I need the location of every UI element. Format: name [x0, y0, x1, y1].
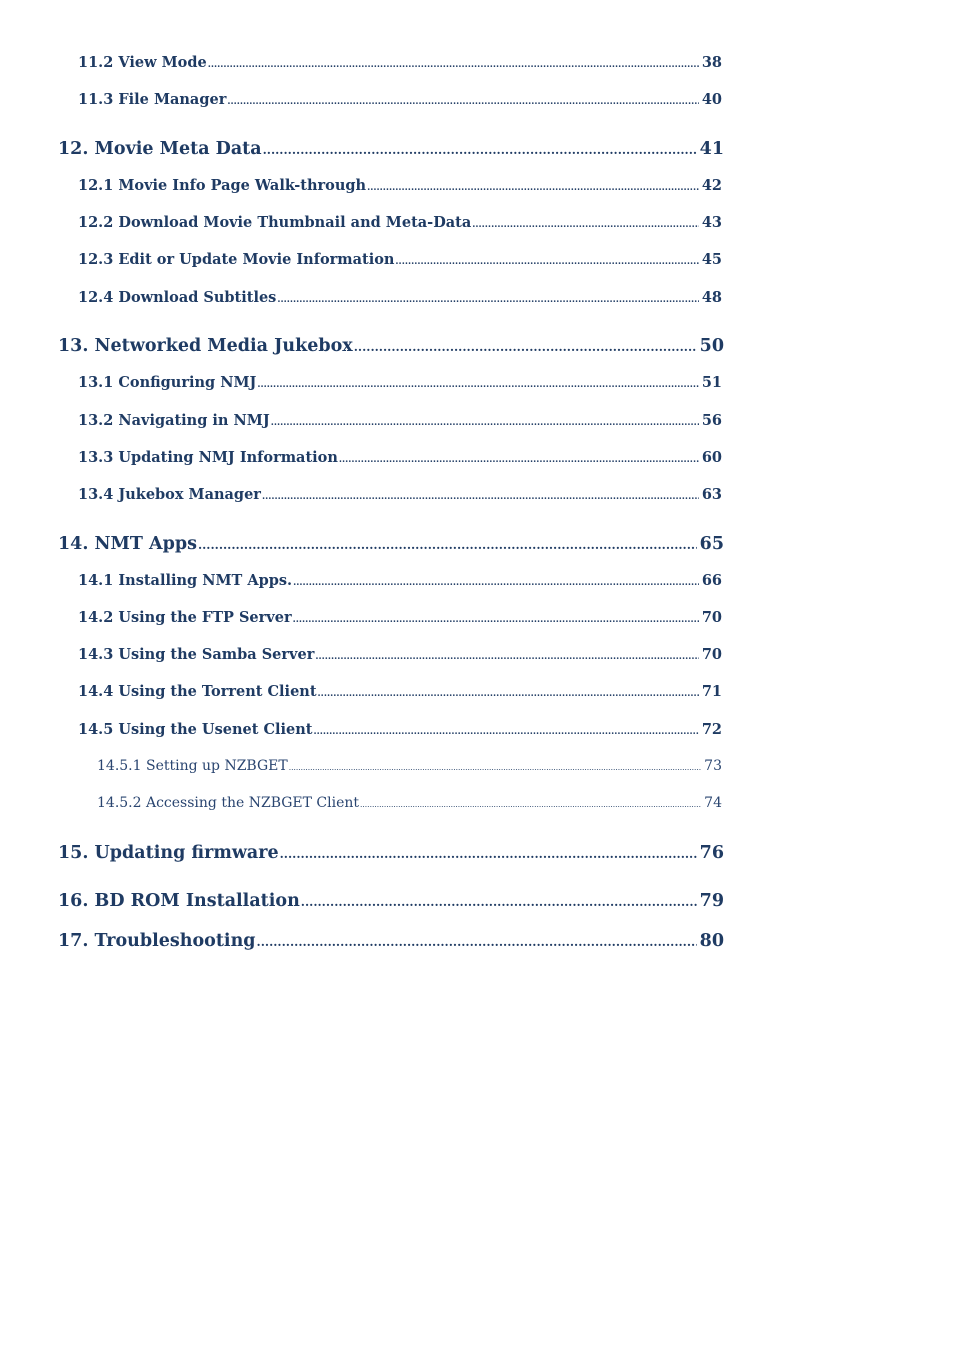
toc-page-number: 40	[701, 91, 722, 108]
toc-entry[interactable]	[58, 336, 724, 356]
toc-page-number: 42	[701, 177, 722, 194]
toc-entry-label: 12.1 Movie Info Page Walk-through	[78, 177, 367, 194]
toc-dot-leader	[257, 935, 697, 949]
toc-entry[interactable]	[78, 683, 722, 700]
toc-dot-leader	[208, 60, 699, 70]
toc-entry[interactable]	[78, 177, 722, 194]
toc-entry-label: 14.4 Using the Torrent Client	[78, 683, 317, 700]
toc-page-number: 38	[701, 54, 722, 71]
toc-entry[interactable]	[78, 449, 722, 466]
toc-page-number: 79	[699, 891, 724, 911]
toc-entry-label: 17. Troubleshooting	[58, 931, 256, 951]
toc-dot-leader	[257, 380, 698, 390]
toc-dot-leader	[318, 689, 699, 699]
toc-dot-leader	[227, 97, 698, 107]
toc-dot-leader	[293, 578, 699, 588]
toc-entry[interactable]	[58, 139, 724, 159]
toc-entry-label: 14.2 Using the FTP Server	[78, 609, 292, 626]
toc-entry-label: 14.3 Using the Samba Server	[78, 646, 315, 663]
toc-entry-label: 16. BD ROM Installation	[58, 891, 300, 911]
toc-dot-leader	[198, 538, 697, 552]
toc-page-number: 80	[699, 931, 724, 951]
toc-page-number: 65	[699, 534, 724, 554]
toc-dot-leader	[280, 847, 697, 861]
toc-entry[interactable]	[58, 843, 724, 863]
toc-page-number: 56	[701, 412, 722, 429]
toc-page-number: 50	[699, 336, 724, 356]
toc-dot-leader	[289, 763, 701, 772]
toc-entry-label: 12.2 Download Movie Thumbnail and Meta-Data	[78, 214, 472, 231]
toc-dot-leader	[339, 455, 699, 465]
toc-entry[interactable]	[78, 374, 722, 391]
toc-entry-label: 13.2 Navigating in NMJ	[78, 412, 270, 429]
toc-entry[interactable]	[78, 609, 722, 626]
toc-page-number: 51	[701, 374, 722, 391]
toc-entry[interactable]	[78, 54, 722, 71]
toc-entry-label: 11.3 File Manager	[78, 91, 227, 108]
toc-page-number: 41	[699, 139, 724, 159]
toc-entry[interactable]	[78, 412, 722, 429]
toc-entry[interactable]	[97, 795, 722, 811]
toc-entry[interactable]	[58, 891, 724, 911]
toc-entry[interactable]	[58, 931, 724, 951]
toc-page-number: 70	[701, 646, 722, 663]
toc-entry-label: 13. Networked Media Jukebox	[58, 336, 353, 356]
toc-page-number: 73	[704, 758, 722, 774]
toc-entry-label: 14. NMT Apps	[58, 534, 197, 554]
toc-dot-leader	[262, 492, 699, 502]
toc-entry[interactable]	[78, 91, 722, 108]
toc-page-number: 60	[701, 449, 722, 466]
toc-entry[interactable]	[97, 758, 722, 774]
toc-page-number: 63	[701, 486, 722, 503]
toc-page-number: 48	[701, 289, 722, 306]
toc-page-number: 45	[701, 251, 722, 268]
toc-entry[interactable]	[78, 486, 722, 503]
toc-dot-leader	[277, 295, 698, 305]
toc-page-number: 70	[701, 609, 722, 626]
toc-dot-leader	[314, 727, 699, 737]
toc-page-number: 43	[701, 214, 722, 231]
toc-entry[interactable]	[78, 214, 722, 231]
toc-entry-label: 14.5.1 Setting up NZBGET	[97, 758, 288, 774]
toc-dot-leader	[360, 800, 701, 809]
toc-page-number: 66	[701, 572, 722, 589]
toc-entry-label: 12.4 Download Subtitles	[78, 289, 277, 306]
toc-dot-leader	[354, 340, 697, 354]
toc-entry-label: 15. Updating firmware	[58, 843, 279, 863]
toc-entry-label: 14.1 Installing NMT Apps.	[78, 572, 293, 589]
toc-entry[interactable]	[78, 646, 722, 663]
toc-entry-label: 12. Movie Meta Data	[58, 139, 262, 159]
toc-dot-leader	[271, 418, 699, 428]
toc-entry[interactable]	[78, 721, 722, 738]
toc-page-number: 76	[699, 843, 724, 863]
toc-entry[interactable]	[58, 534, 724, 554]
toc-entry-label: 11.2 View Mode	[78, 54, 207, 71]
toc-dot-leader	[263, 143, 697, 157]
toc-entry-label: 13.3 Updating NMJ Information	[78, 449, 338, 466]
toc-dot-leader	[367, 183, 699, 193]
toc-entry-label: 14.5.2 Accessing the NZBGET Client	[97, 795, 360, 811]
toc-entry-label: 12.3 Edit or Update Movie Information	[78, 251, 395, 268]
toc-dot-leader	[293, 615, 699, 625]
toc-page-number: 72	[701, 721, 722, 738]
toc-dot-leader	[315, 652, 698, 662]
toc-entry[interactable]	[78, 572, 722, 589]
toc-page-number: 71	[701, 683, 722, 700]
toc-entry-label: 13.4 Jukebox Manager	[78, 486, 261, 503]
toc-entry[interactable]	[78, 289, 722, 306]
toc-dot-leader	[472, 220, 699, 230]
toc-entry[interactable]	[78, 251, 722, 268]
toc-dot-leader	[301, 895, 697, 909]
toc-entry-label: 14.5 Using the Usenet Client	[78, 721, 313, 738]
toc-dot-leader	[395, 257, 698, 267]
toc-entry-label: 13.1 Configuring NMJ	[78, 374, 257, 391]
toc-page-number: 74	[704, 795, 722, 811]
